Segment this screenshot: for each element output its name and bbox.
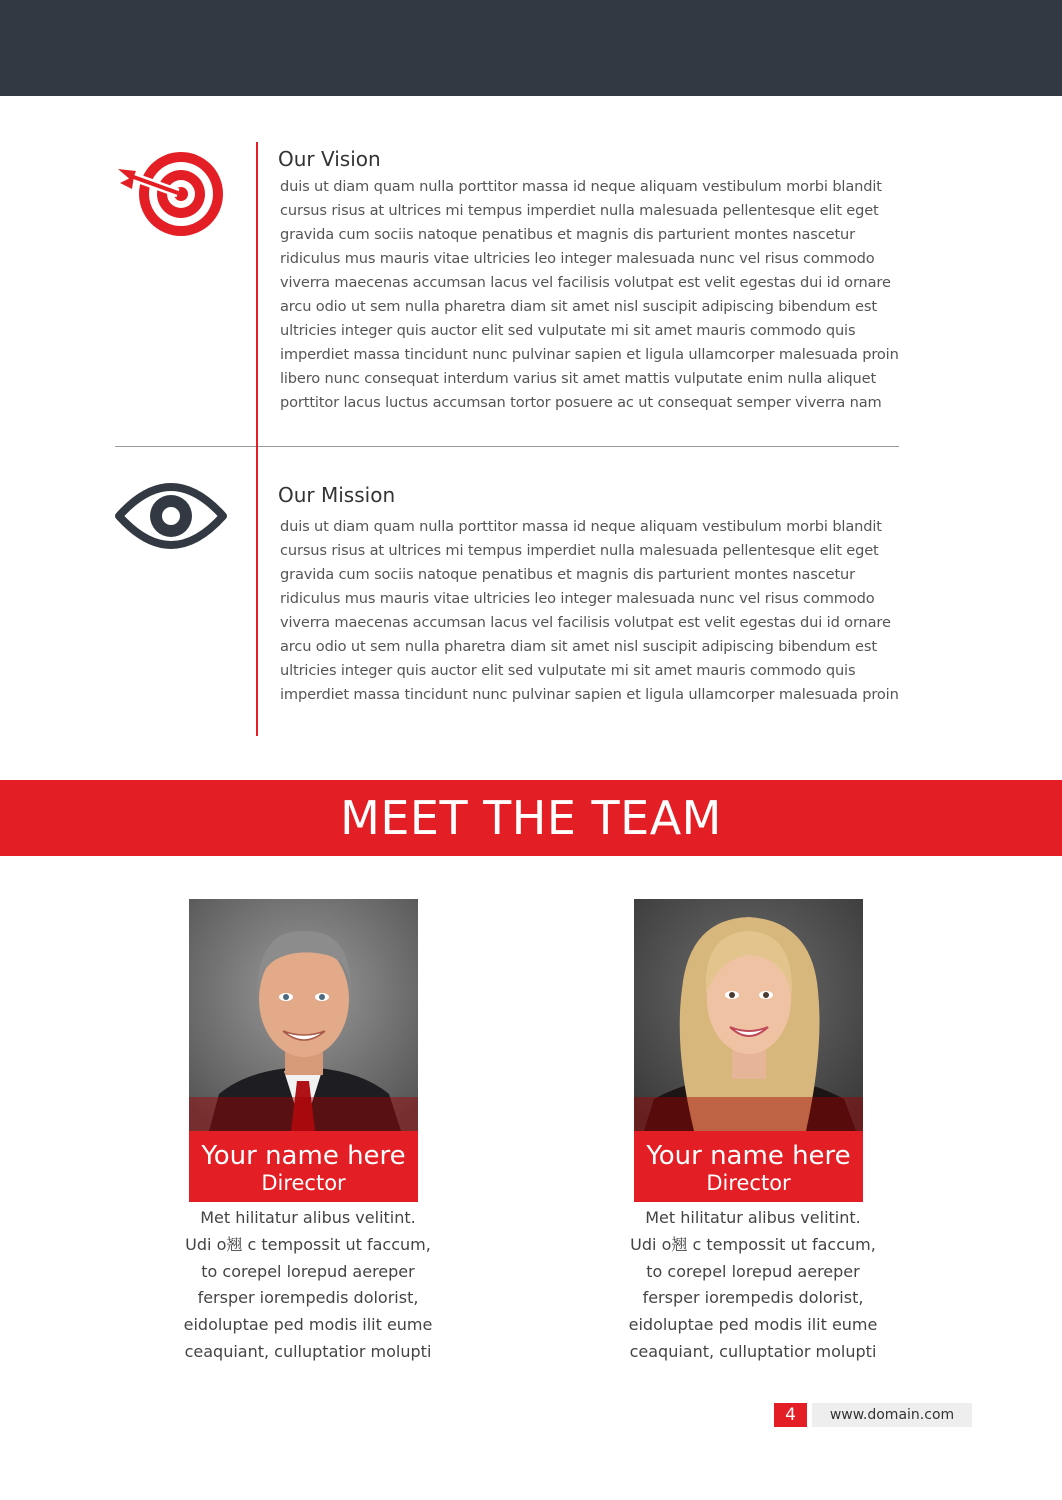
mission-body <box>280 515 970 707</box>
vision-body <box>280 175 970 415</box>
section-separator <box>115 446 899 447</box>
member-description <box>178 1205 438 1366</box>
photo-overlay <box>189 1097 418 1131</box>
vision-line: viverra maecenas accumsan lacus vel facilisis volutpat est velit egestas dui id ornare <box>280 274 891 291</box>
mission-title: Our Mission <box>278 483 396 507</box>
vision-line: arcu odio ut sem nulla pharetra diam sit amet nisl suscipit adipiscing bibendum est <box>280 298 877 315</box>
desc-line: to corepel lorepud aereper <box>646 1261 860 1281</box>
desc-line: to corepel lorepud aereper <box>201 1261 415 1281</box>
desc-line: eidoluptae ped modis ilit eume <box>183 1315 433 1335</box>
target-arrow-icon <box>114 145 228 241</box>
mission-line: arcu odio ut sem nulla pharetra diam sit amet nisl suscipit adipiscing bibendum est <box>280 638 877 655</box>
desc-line: fersper iorempedis dolorist, <box>642 1288 864 1308</box>
desc-line: eidoluptae ped modis ilit eume <box>628 1315 878 1335</box>
member-role: Director <box>261 1171 346 1195</box>
desc-line: Udi o翘 c tempossit ut faccum, <box>185 1234 431 1254</box>
vision-divider <box>256 142 258 446</box>
member-role: Director <box>706 1171 791 1195</box>
team-member-card <box>189 899 418 1202</box>
desc-line: fersper iorempedis dolorist, <box>197 1288 419 1308</box>
member-name-box <box>189 1131 418 1202</box>
vision-line: ridiculus mus mauris vitae ultricies leo integer malesuada nunc vel risus commodo <box>280 250 875 267</box>
header-bar <box>0 0 1062 96</box>
vision-line: ultricies integer quis auctor elit sed vulputate mi sit amet mauris commodo quis <box>280 322 856 339</box>
desc-line: ceaquiant, culluptatior molupti <box>184 1341 432 1361</box>
vision-line: libero nunc consequat interdum varius sit amet mattis vulputate enim nulla aliquet <box>280 370 877 387</box>
vision-line: imperdiet massa tincidunt nunc pulvinar sapien et ligula ullamcorper malesuada proin <box>280 346 899 363</box>
desc-line: Met hilitatur alibus velitint. <box>200 1208 416 1227</box>
vision-line: gravida cum sociis natoque penatibus et magnis dis parturient montes nascetur <box>280 226 855 243</box>
member-name: Your name here <box>201 1141 406 1171</box>
woman-portrait-photo <box>634 899 863 1131</box>
member-description <box>623 1205 883 1366</box>
member-name: Your name here <box>646 1141 851 1171</box>
mission-line: imperdiet massa tincidunt nunc pulvinar sapien et ligula ullamcorper malesuada proin <box>280 686 899 703</box>
mission-line: cursus risus at ultrices mi tempus imperdiet nulla malesuada pellentesque elit eget <box>280 542 879 559</box>
desc-line: ceaquiant, culluptatior molupti <box>629 1341 877 1361</box>
vision-line: porttitor lacus luctus accumsan tortor posuere ac ut consequat semper viverra nam <box>280 394 882 411</box>
vision-line: duis ut diam quam nulla porttitor massa id neque aliquam vestibulum morbi blandit <box>280 178 882 195</box>
team-heading: MEET THE TEAM <box>340 791 722 845</box>
mission-line: gravida cum sociis natoque penatibus et magnis dis parturient montes nascetur <box>280 566 855 583</box>
man-portrait-photo <box>189 899 418 1131</box>
eye-icon <box>114 470 228 566</box>
photo-overlay <box>634 1097 863 1131</box>
desc-line: Udi o翘 c tempossit ut faccum, <box>630 1234 876 1254</box>
mission-line: viverra maecenas accumsan lacus vel facilisis volutpat est velit egestas dui id ornare <box>280 614 891 631</box>
mission-line: ultricies integer quis auctor elit sed vulputate mi sit amet mauris commodo quis <box>280 662 856 679</box>
vision-title: Our Vision <box>278 147 381 171</box>
vision-line: cursus risus at ultrices mi tempus imperdiet nulla malesuada pellentesque elit eget <box>280 202 879 219</box>
team-member-card <box>634 899 863 1202</box>
desc-line: Met hilitatur alibus velitint. <box>645 1208 861 1227</box>
domain-link[interactable]: www.domain.com <box>812 1403 972 1427</box>
member-name-box <box>634 1131 863 1202</box>
mission-line: ridiculus mus mauris vitae ultricies leo integer malesuada nunc vel risus commodo <box>280 590 875 607</box>
mission-line: duis ut diam quam nulla porttitor massa id neque aliquam vestibulum morbi blandit <box>280 518 882 535</box>
mission-divider <box>256 446 258 736</box>
page-number: 4 <box>774 1403 807 1427</box>
